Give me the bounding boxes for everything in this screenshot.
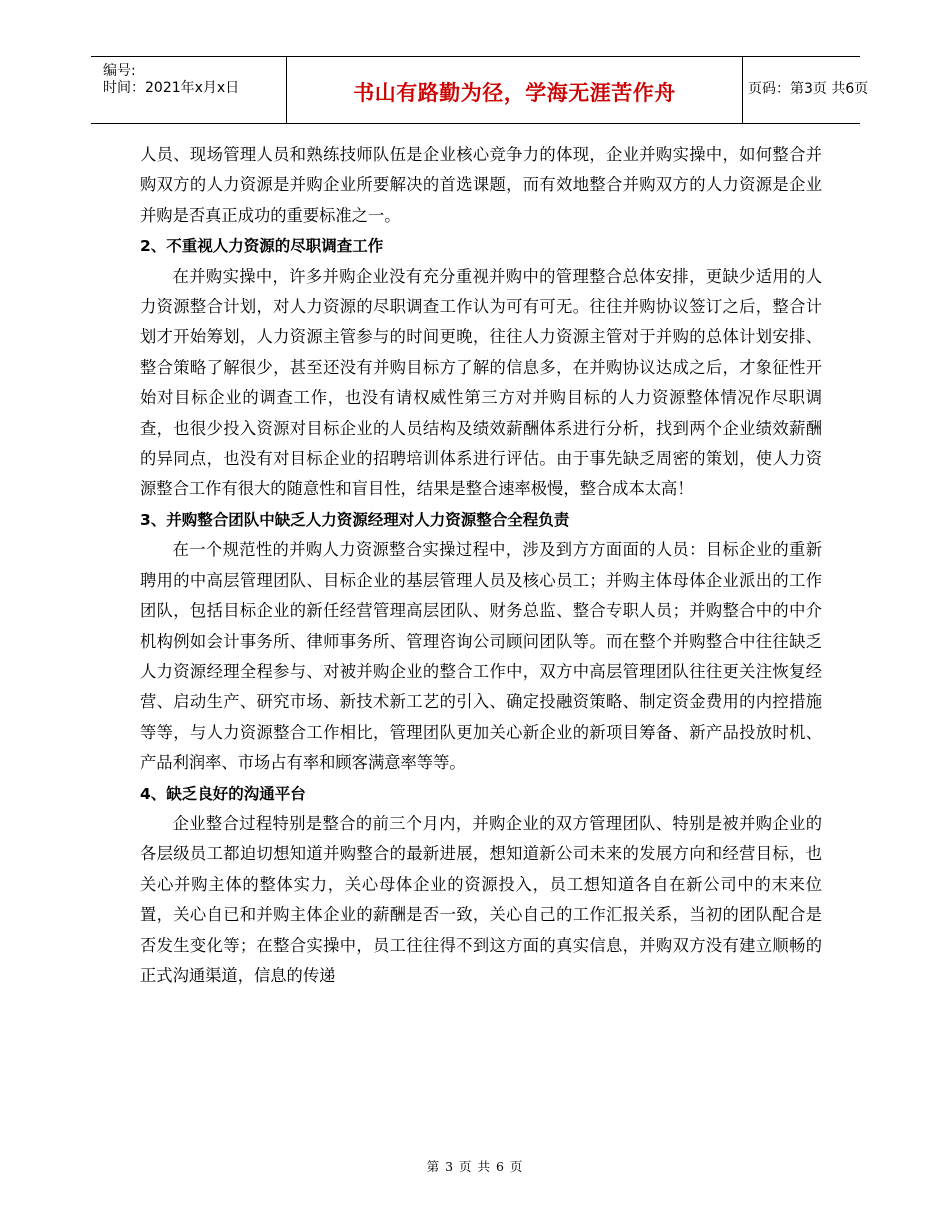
header-motto-cell	[286, 57, 743, 123]
header-right-cell	[742, 57, 869, 123]
number-label: 编号:	[103, 63, 136, 79]
section-heading: 3、并购整合团队中缺乏人力资源经理对人力资源整合全程负责	[140, 510, 570, 529]
header-left-cell	[91, 57, 286, 123]
page-header	[91, 56, 869, 124]
page-info: 页码：第3页 共6页	[748, 81, 869, 97]
section-heading: 2、不重视人力资源的尽职调查工作	[140, 237, 384, 256]
paragraph: 企业整合过程特别是整合的前三个月内，并购企业的双方管理团队、特别是被并购企业的各层级员工都迫切想知道并购整合的最新进展，想知道新公司未来的发展方向和经营目标，也关心并购主体的整体实力，关心母体企业的资源投入，员工想知道各自在新公司中的末来位置，关心自已和并购主体企业的薪酬是否一致，关心自己的工作汇报关系，当初的团队配合是否发生变化等；在整合实操中，员工往往得不到这方面的真实信息，并购双方没有建立顺畅的正式沟通渠道，信息的传递	[140, 813, 822, 985]
section-heading: 4、缺乏良好的沟通平台	[140, 784, 306, 803]
document-body	[140, 140, 822, 991]
paragraph: 人员、现场管理人员和熟练技师队伍是企业核心竞争力的体现，企业并购实操中，如何整合并购双方的人力资源是并购企业所要解决的首选课题，而有效地整合并购双方的人力资源是企业并购是否真正成功的重要标准之一。	[140, 145, 822, 225]
time-label: 时间：2021年x月x日	[103, 80, 240, 96]
motto-text: 书山有路勤为径，学海无涯苦作舟	[353, 81, 676, 105]
page-footer: 第 3 页 共 6 页	[426, 1159, 524, 1174]
paragraph: 在并购实操中，许多并购企业没有充分重视并购中的管理整合总体安排，更缺少适用的人力资源整合计划，对人力资源的尽职调查工作认为可有可无。往往并购协议签订之后，整合计划才开始筹划，人力资源主管参与的时间更晚，往往人力资源主管对于并购的总体计划安排、整合策略了解很少，甚至还没有并购目标方了解的信息多，在并购协议达成之后，才象征性开始对目标企业的调查工作，也没有请权威性第三方对并购目标的人力资源整体情况作尽职调查，也很少投入资源对目标企业的人员结构及绩效薪酬体系进行分析，找到两个企业绩效薪酬的异同点，也没有对目标企业的招聘培训体系进行评估。由于事先缺乏周密的策划，使人力资源整合工作有很大的随意性和盲目性，结果是整合速率极慢，整合成本太高！	[140, 266, 822, 499]
paragraph: 在一个规范性的并购人力资源整合实操过程中，涉及到方方面面的人员：目标企业的重新聘用的中高层管理团队、目标企业的基层管理人员及核心员工；并购主体母体企业派出的工作团队，包括目标企业的新任经营管理高层团队、财务总监、整合专职人员；并购整合中的中介机构例如会计事务所、律师事务所、管理咨询公司顾问团队等。而在整个并购整合中往往缺乏人力资源经理全程参与、对被并购企业的整合工作中，双方中高层管理团队往往更关注恢复经营、启动生产、研究市场、新技术新工艺的引入、确定投融资策略、制定资金费用的内控措施等等，与人力资源整合工作相比，管理团队更加关心新企业的新项目筹备、新产品投放时机、产品利润率、市场占有率和顾客满意率等等。	[140, 540, 822, 773]
